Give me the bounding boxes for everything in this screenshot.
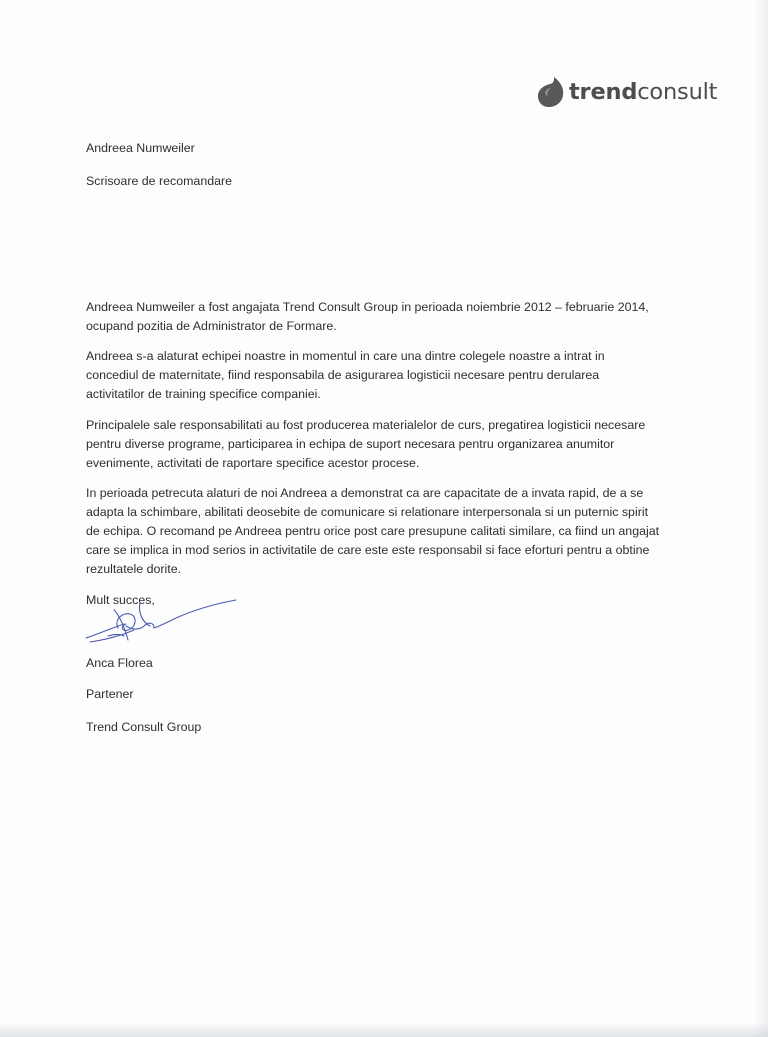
paragraph-line: Andreea s-a alaturat echipei noastre in momentul in care una dintre colegele noastre a intrat in [86,349,605,363]
paragraph-2 [86,347,682,404]
letter-subject: Scrisoare de recomandare [86,174,233,188]
closing-greeting: Mult succes, [86,593,155,607]
paragraph-4 [86,484,682,579]
logo-word-trend: trend [569,78,638,105]
paragraph-line: concediul de maternitate, fiind responsabila de asigurarea logisticii necesare pentru derularea [86,368,600,382]
paragraph-1 [86,298,682,336]
scan-edge-right [754,0,768,1037]
paragraph-line: pentru diverse programe, participarea in echipa de suport necesara pentru organizarea anumitor [86,437,615,451]
logo-word-consult: consult [637,78,718,105]
scan-edge-bottom [0,1023,768,1037]
logo-wordmark [569,78,718,105]
recipient-name: Andreea Numweiler [86,141,195,155]
signer-company: Trend Consult Group [86,720,202,734]
paragraph-line: ocupand pozitia de Administrator de Formare. [86,319,337,333]
water-drop-icon [536,76,566,108]
paragraph-line: rezultatele dorite. [86,562,182,576]
paragraph-line: adapta la schimbare, abilitati deosebite de comunicare si relationare interpersonala si un puternic spirit [86,505,649,519]
paragraph-line: de echipa. O recomand pe Andreea pentru orice post care presupune calitati similare, ca fiind un angajat [86,524,660,538]
paragraph-line: In perioada petrecuta alaturi de noi Andreea a demonstrat ca are capacitate de a invata rapid, de a se [86,486,644,500]
signer-title: Partener [86,687,134,701]
paragraph-line: Principalele sale responsabilitati au fost producerea materialelor de curs, pregatirea logisticii necesare [86,418,646,432]
paragraph-line: evenimente, activitati de raportare specifice acestor procese. [86,456,420,470]
signer-name: Anca Florea [86,656,153,670]
handwritten-signature [84,596,244,652]
paragraph-line: Andreea Numweiler a fost angajata Trend Consult Group in perioada noiembrie 2012 – februarie 2014, [86,300,649,314]
paragraph-line: activitatilor de training specifice companiei. [86,387,321,401]
company-logo [536,76,717,108]
paragraph-line: care se implica in mod serios in activitatile de care este este responsabil si face eforturi pentru a obtine [86,543,650,557]
paragraph-3 [86,416,682,473]
